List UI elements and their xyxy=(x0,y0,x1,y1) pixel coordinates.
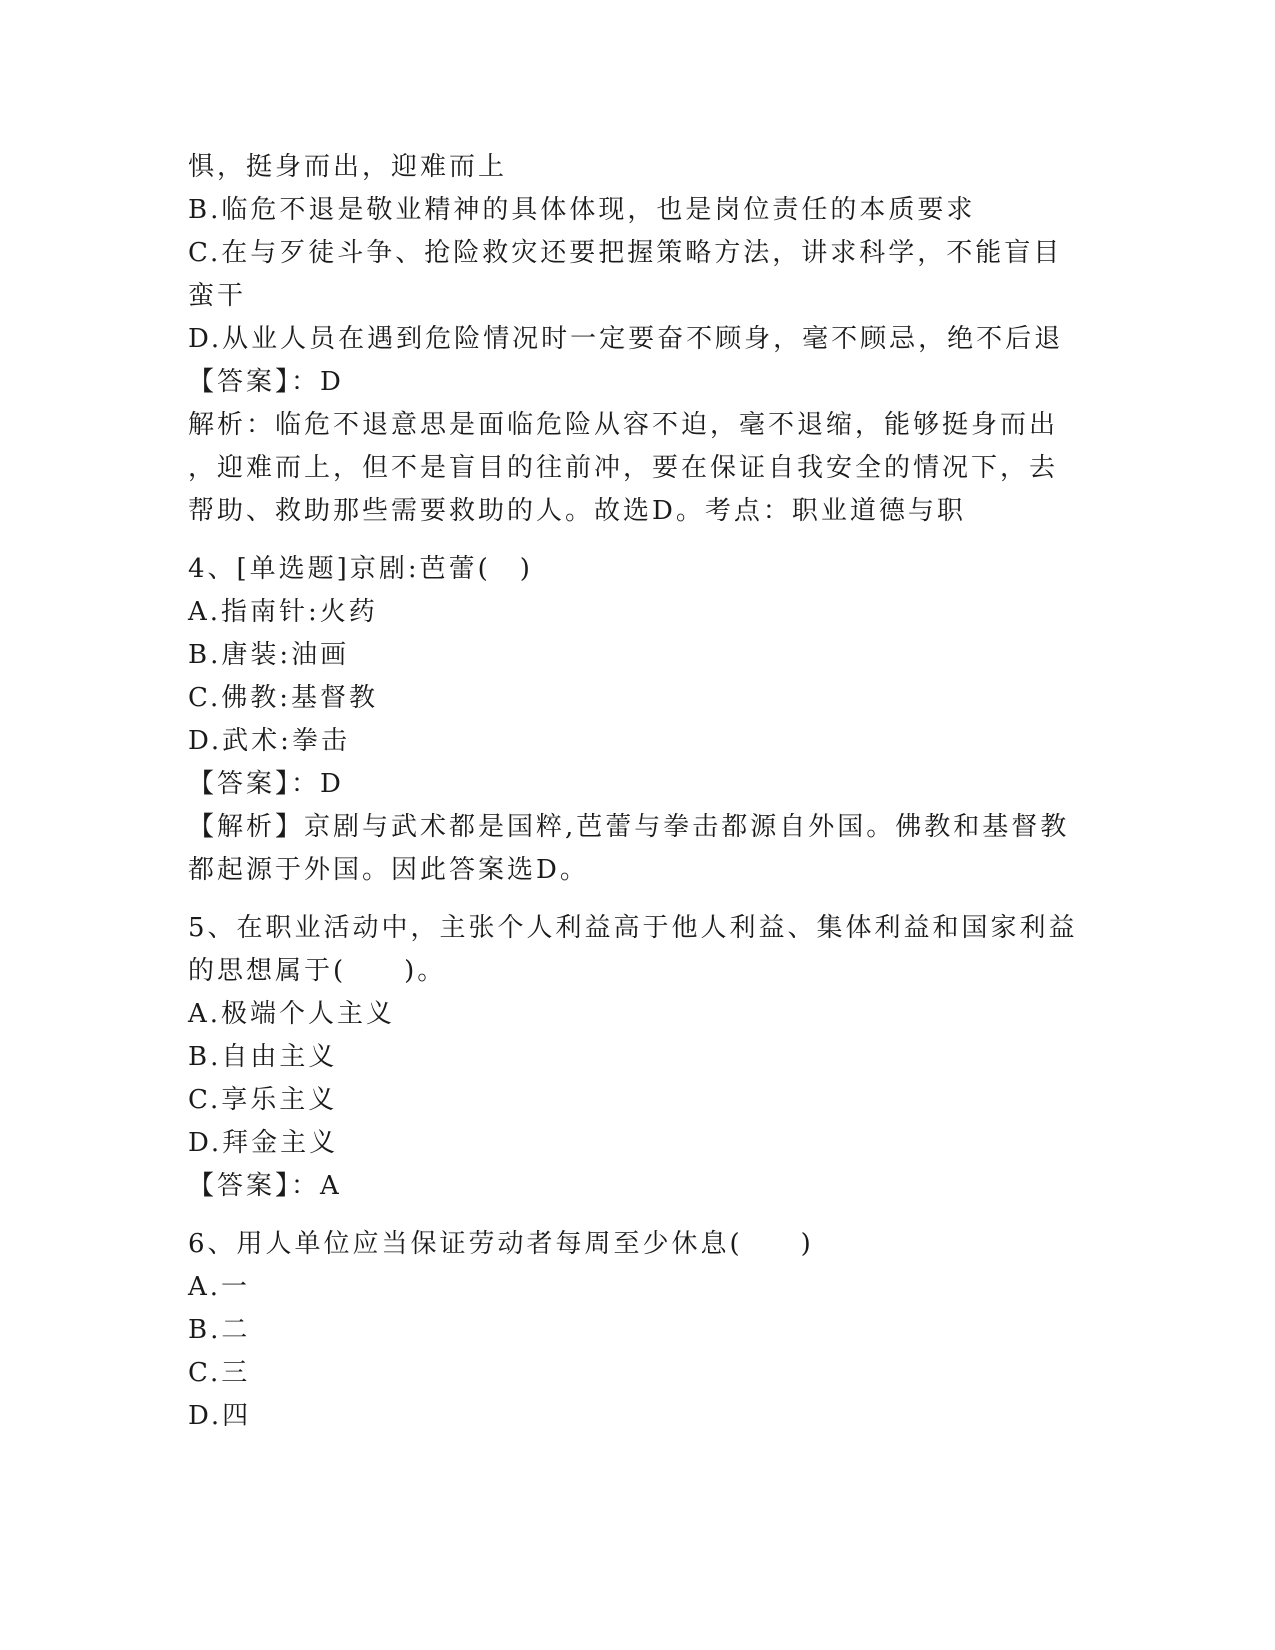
explanation-line: 帮助、救助那些需要救助的人。故选D。考点：职业道德与职 xyxy=(188,496,966,526)
explanation-line: 解析：临危不退意思是面临危险从容不迫，毫不退缩，能够挺身而出 xyxy=(188,410,1059,440)
text-line: C.在与歹徒斗争、抢险救灾还要把握策略方法，讲求科学，不能盲目 xyxy=(188,238,1063,268)
text-line: D.从业人员在遇到危险情况时一定要奋不顾身，毫不顾忌，绝不后退 xyxy=(188,324,1064,354)
option-line: B.二 xyxy=(188,1315,251,1345)
explanation-line: 都起源于外国。因此答案选D。 xyxy=(188,855,589,885)
answer-line: 【答案】：D xyxy=(188,769,344,799)
option-line: D.武术:拳击 xyxy=(188,726,350,756)
text-line: 蛮干 xyxy=(188,281,247,311)
question-block xyxy=(188,1223,1088,1438)
document-page xyxy=(188,146,1088,1438)
option-line: B.自由主义 xyxy=(188,1042,338,1072)
question-block xyxy=(188,146,1088,533)
explanation-line: 【解析】京剧与武术都是国粹,芭蕾与拳击都源自外国。佛教和基督教 xyxy=(188,812,1070,842)
text-line: 惧，挺身而出，迎难而上 xyxy=(188,152,508,182)
option-line: B.唐装:油画 xyxy=(188,640,350,670)
answer-line: 【答案】：D xyxy=(188,367,344,397)
option-line: A.极端个人主义 xyxy=(188,999,396,1029)
option-line: D.四 xyxy=(188,1401,252,1431)
question-block xyxy=(188,548,1088,892)
question-block xyxy=(188,907,1088,1208)
question-title: 的思想属于( )。 xyxy=(188,956,447,986)
question-title: 6、用人单位应当保证劳动者每周至少休息( ) xyxy=(188,1229,814,1259)
question-title: 4、[单选题]京剧:芭蕾( ) xyxy=(188,554,533,584)
text-line: B.临危不退是敬业精神的具体体现，也是岗位责任的本质要求 xyxy=(188,195,976,225)
option-line: C.三 xyxy=(188,1358,251,1388)
question-title: 5、在职业活动中，主张个人利益高于他人利益、集体利益和国家利益 xyxy=(188,913,1078,943)
option-line: C.佛教:基督教 xyxy=(188,683,378,713)
explanation-line: ，迎难而上，但不是盲目的往前冲，要在保证自我安全的情况下，去 xyxy=(188,453,1059,483)
option-line: D.拜金主义 xyxy=(188,1128,339,1158)
option-line: C.享乐主义 xyxy=(188,1085,338,1115)
answer-line: 【答案】：A xyxy=(188,1171,342,1201)
option-line: A.指南针:火药 xyxy=(188,597,378,627)
option-line: A.一 xyxy=(188,1272,251,1302)
